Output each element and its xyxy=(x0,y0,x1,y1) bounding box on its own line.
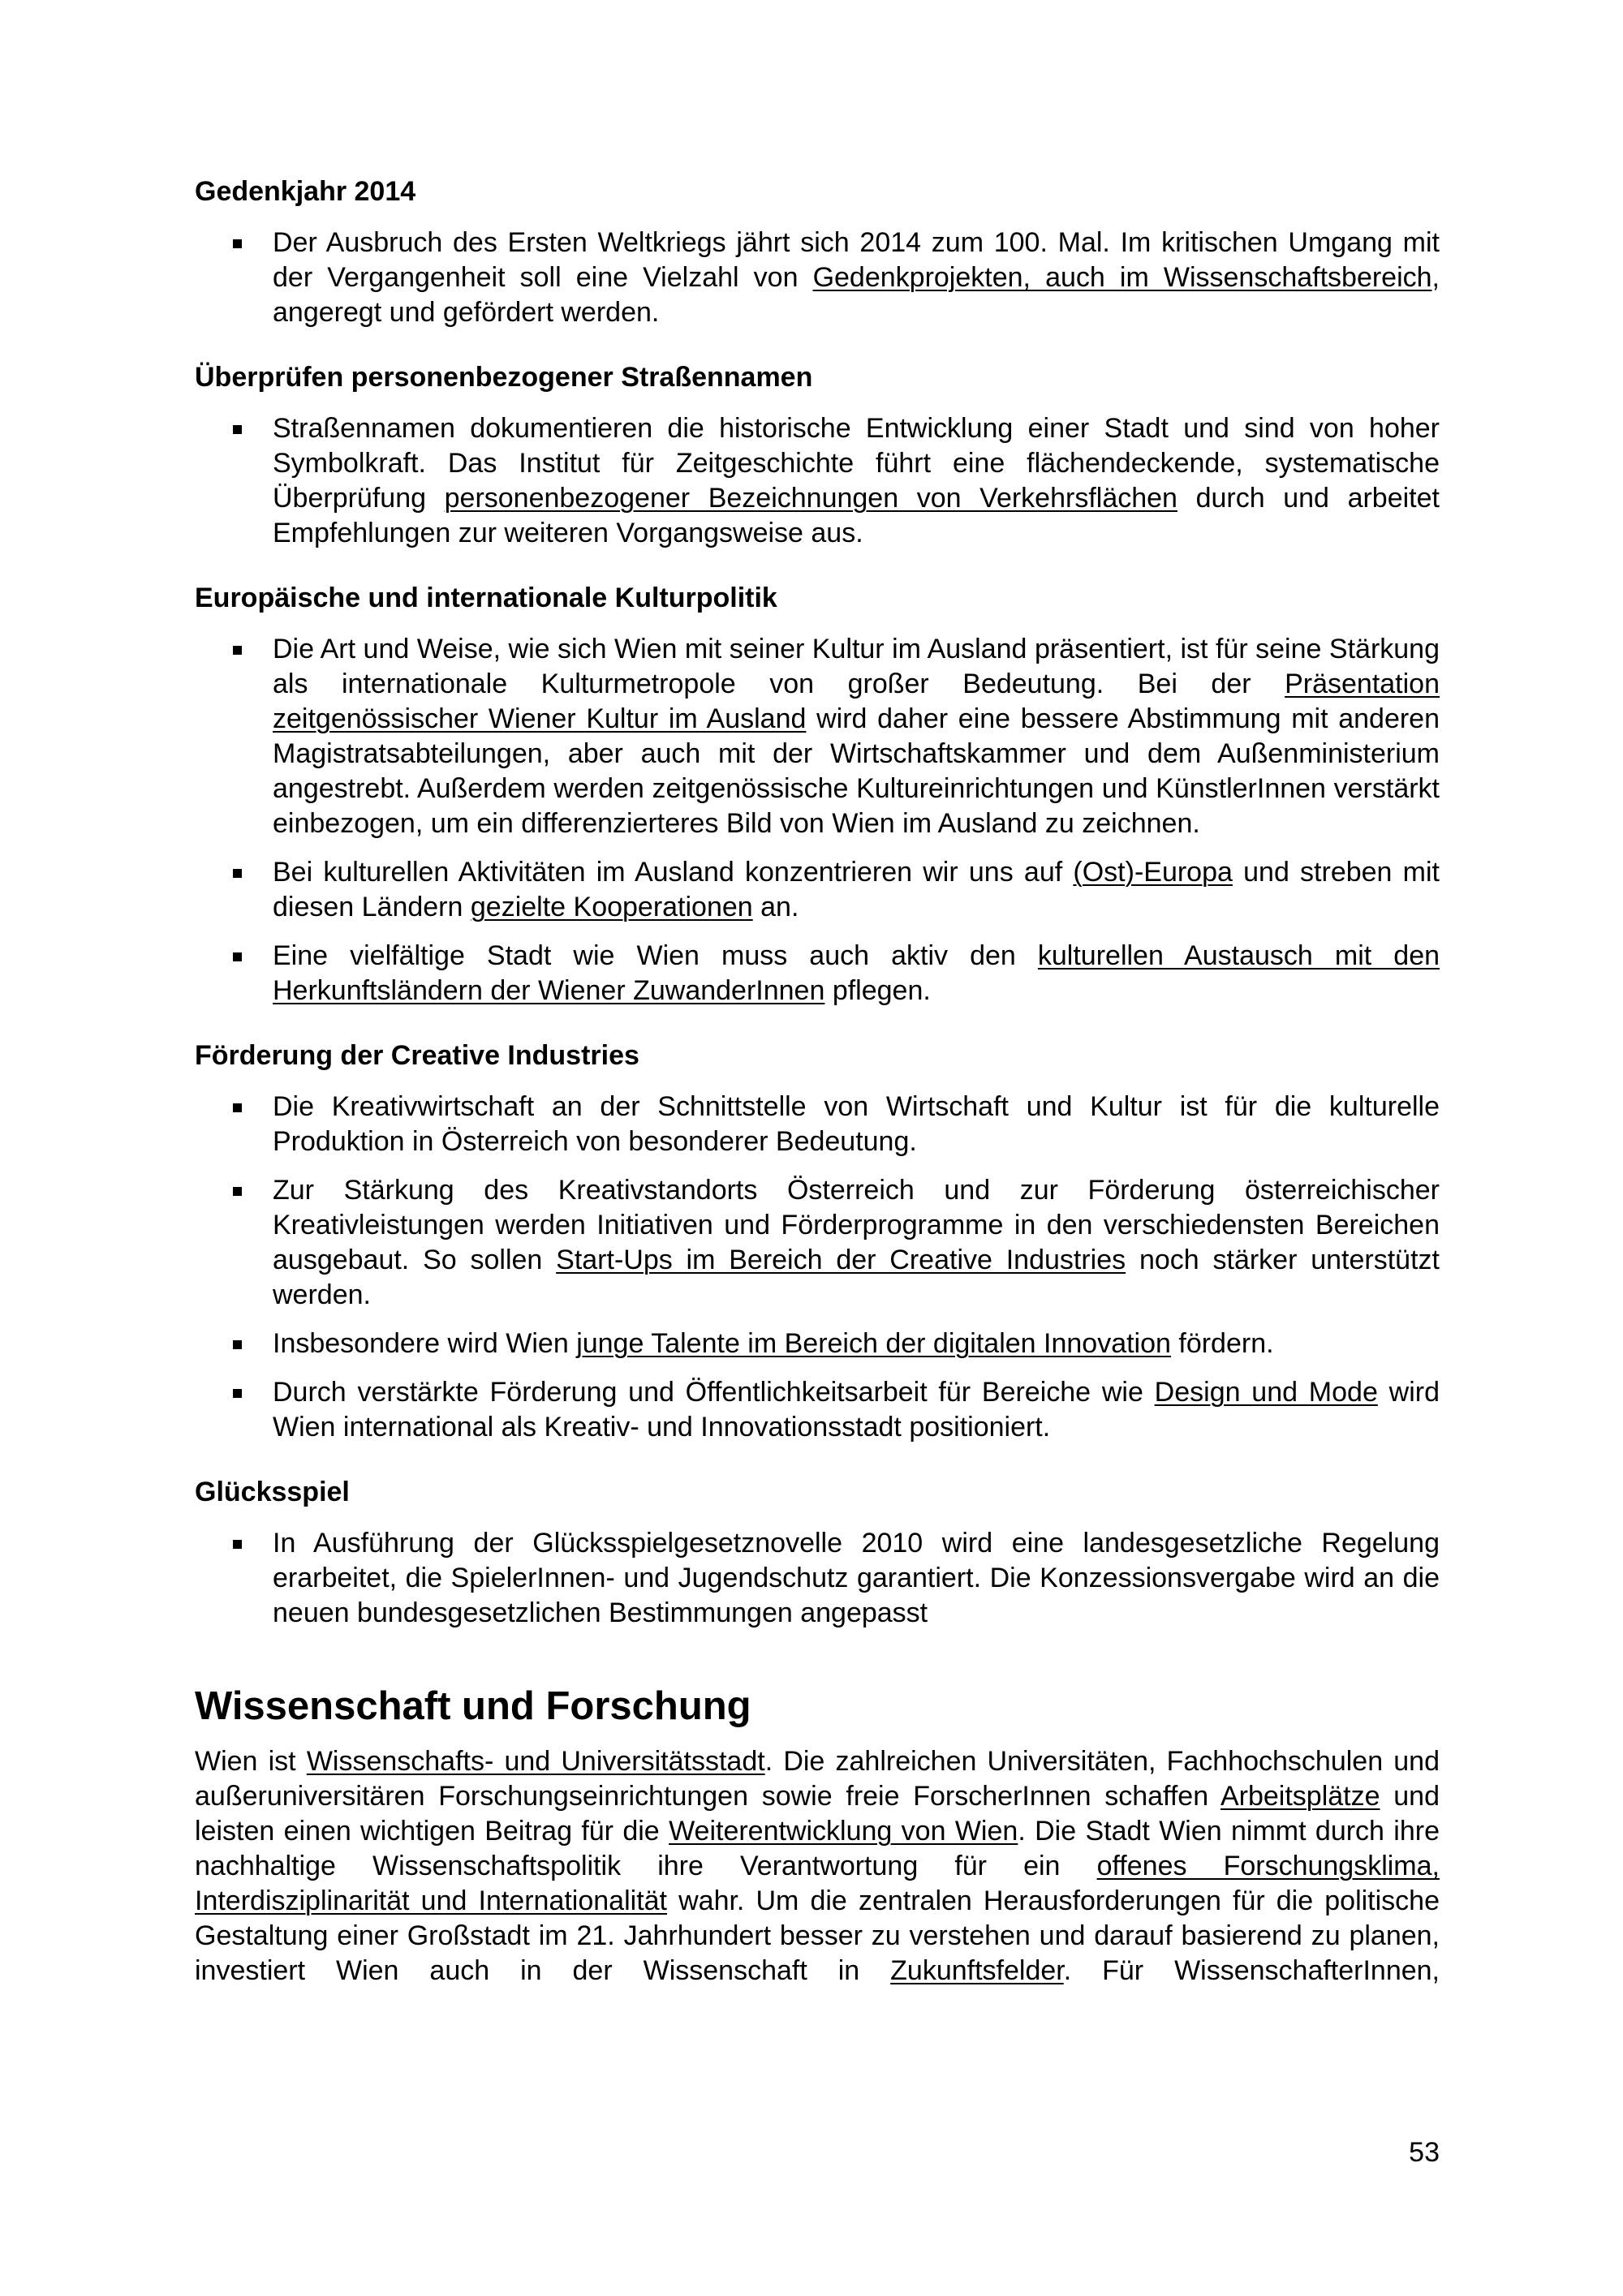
chapter-heading: Wissenschaft und Forschung xyxy=(195,1684,751,1728)
text-run: Zur Stärkung des Kreativstandorts Österreich und zur Förderung österreichischer Kreativleistungen werden Initiativen und Förderprogramme in den verschiedensten Bereichen ausgebaut. So sollen xyxy=(273,1175,1440,1275)
bullet-item xyxy=(195,1326,1440,1361)
text-run: . Die zahlreichen Universitäten, Fachhochschulen und außeruniversitären Forschungseinrichtungen sowie freie ForscherInnen schaffen xyxy=(195,1746,1440,1812)
text-run: Straßennamen dokumentieren die historische Entwicklung einer Stadt und sind von hoher Symbolkraft. Das Institut für Zeitgeschichte führt eine flächendeckende, systematische Überprüfung xyxy=(273,413,1440,514)
text-run: und streben mit diesen Ländern xyxy=(273,857,1440,922)
section-heading: Förderung der Creative Industries xyxy=(195,1040,639,1071)
text-run: und leisten einen wichtigen Beitrag für die xyxy=(195,1781,1440,1847)
text-run: pflegen. xyxy=(824,975,931,1006)
bullet-list xyxy=(195,1526,1440,1631)
underlined-phrase: Arbeitsplätze xyxy=(1220,1781,1380,1812)
bullet-list xyxy=(195,1090,1440,1445)
text-run: noch stärker unterstützt werden. xyxy=(273,1245,1440,1310)
underlined-phrase: kulturellen Austausch mit den Herkunftsländern der Wiener ZuwanderInnen xyxy=(273,940,1440,1006)
underlined-phrase: Zukunftsfelder xyxy=(890,1955,1064,1986)
bullet-item xyxy=(195,1173,1440,1313)
bullet-list xyxy=(195,632,1440,1008)
underlined-phrase: Start-Ups im Bereich der Creative Industries xyxy=(556,1245,1126,1275)
section-heading: Gedenkjahr 2014 xyxy=(195,176,416,207)
underlined-phrase: Weiterentwicklung von Wien xyxy=(669,1816,1018,1847)
underlined-phrase: junge Talente im Bereich der digitalen Innovation xyxy=(576,1328,1171,1359)
bullet-item xyxy=(195,411,1440,551)
bullet-list xyxy=(195,226,1440,330)
bullet-list xyxy=(195,411,1440,551)
bullet-item xyxy=(195,226,1440,330)
section-kulturpolitik xyxy=(195,580,1440,1008)
underlined-phrase: (Ost)-Europa xyxy=(1073,857,1233,888)
underlined-phrase: Präsentation zeitgenössischer Wiener Kultur im Ausland xyxy=(273,669,1440,734)
bullet-item xyxy=(195,1526,1440,1631)
text-run: Durch verstärkte Förderung und Öffentlichkeitsarbeit für Bereiche wie xyxy=(273,1377,1155,1408)
bullet-item xyxy=(195,1090,1440,1159)
text-run: Insbesondere wird Wien xyxy=(273,1328,577,1359)
text-run: wird Wien international als Kreativ- und Innovationsstadt positioniert. xyxy=(273,1377,1440,1443)
text-run: an. xyxy=(752,892,799,922)
text-run: Der Ausbruch des Ersten Weltkriegs jährt sich 2014 zum 100. Mal. Im kritischen Umgang mit der Vergangenheit soll eine Vielzahl von xyxy=(273,227,1440,293)
text-run: Die Art und Weise, wie sich Wien mit seiner Kultur im Ausland präsentiert, ist für seine Stärkung als internationale Kulturmetropole von großer Bedeutung. Bei der xyxy=(273,634,1440,699)
section-heading: Überprüfen personenbezogener Straßennamen xyxy=(195,362,813,393)
underlined-phrase: offenes Forschungsklima, Interdisziplinarität und Internationalität xyxy=(195,1851,1440,1916)
bullet-item xyxy=(195,939,1440,1008)
text-run: . Für WissenschafterInnen, xyxy=(1063,1955,1440,1986)
underlined-phrase: personenbezogener Bezeichnungen von Verkehrsflächen xyxy=(444,483,1177,514)
underlined-phrase: Wissenschafts- und Universitätsstadt xyxy=(306,1746,765,1777)
chapter-wissenschaft xyxy=(195,1681,1440,1989)
section-heading: Glücksspiel xyxy=(195,1477,350,1507)
bullet-item xyxy=(195,855,1440,925)
underlined-phrase: gezielte Kooperationen xyxy=(470,892,753,922)
chapter-paragraph xyxy=(195,1744,1440,1989)
section-gedenkjahr xyxy=(195,174,1440,330)
text-run: In Ausführung der Glücksspielgesetznovelle 2010 wird eine landesgesetzliche Regelung erarbeitet, die SpielerInnen- und Jugendschutz garantiert. Die Konzessionsvergabe wird an die neuen bundesgesetzlichen Bestimmungen angepasst xyxy=(273,1528,1440,1628)
bullet-item xyxy=(195,1375,1440,1445)
text-run: Die Kreativwirtschaft an der Schnittstelle von Wirtschaft und Kultur ist für die kulturelle Produktion in Österreich von besonderer Bedeutung. xyxy=(273,1091,1440,1157)
section-gluecksspiel xyxy=(195,1474,1440,1631)
text-run: , angeregt und gefördert werden. xyxy=(273,262,1440,328)
text-run: Eine vielfältige Stadt wie Wien muss auch aktiv den xyxy=(273,940,1038,971)
section-creative-industries xyxy=(195,1038,1440,1445)
underlined-phrase: Gedenkprojekten, auch im Wissenschaftsbereich xyxy=(812,262,1432,293)
text-run: fördern. xyxy=(1170,1328,1274,1359)
section-strassennamen xyxy=(195,359,1440,551)
text-run: . Die Stadt Wien nimmt durch ihre nachhaltige Wissenschaftspolitik ihre Verantwortung für ein xyxy=(195,1816,1440,1881)
underlined-phrase: Design und Mode xyxy=(1154,1377,1378,1408)
text-run: wahr. Um die zentralen Herausforderungen für die politische Gestaltung einer Großstadt im 21. Jahrhundert besser zu verstehen und darauf basierend zu planen, investiert Wien auch in der Wissenschaft in xyxy=(195,1885,1440,1986)
text-run: wird daher eine bessere Abstimmung mit anderen Magistratsabteilungen, aber auch mit der Wirtschaftskammer und dem Außenministerium angestrebt. Außerdem werden zeitgenössische Kultureinrichtungen und KünstlerInnen verstärkt einbezogen, um ein differenzierteres Bild von Wien im Ausland zu zeichnen. xyxy=(273,703,1440,839)
page-content xyxy=(195,174,1440,1989)
page-number: 53 xyxy=(1409,2137,1440,2168)
text-run: durch und arbeitet Empfehlungen zur weiteren Vorgangsweise aus. xyxy=(273,483,1440,548)
text-run: Bei kulturellen Aktivitäten im Ausland konzentrieren wir uns auf xyxy=(273,857,1074,888)
text-run: Wien ist xyxy=(195,1746,307,1777)
section-heading: Europäische und internationale Kulturpolitik xyxy=(195,583,777,613)
bullet-item xyxy=(195,632,1440,841)
